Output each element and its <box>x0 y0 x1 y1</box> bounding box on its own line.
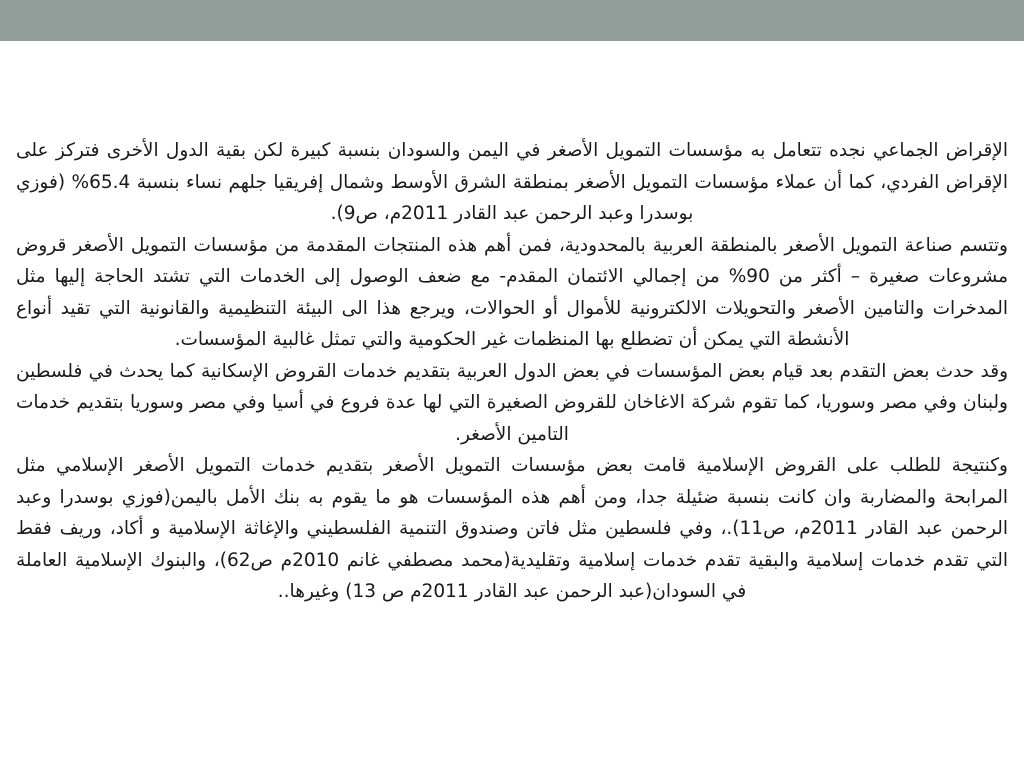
slide-body-text <box>16 135 1008 608</box>
slide-header-bar <box>0 0 1024 41</box>
paragraph-industry-limits: وتتسم صناعة التمويل الأصغر بالمنطقة العربية بالمحدودية، فمن أهم هذه المنتجات المقدمة من مؤسسات التمويل الأصغر قروض مشروعات صغيرة – أكثر من 90% من إجمالي الائتمان المقدم- مع ضعف الوصول إلى الخدمات التي تشتد الحاجة إليها مثل المدخرات والتامين الأصغر والتحويلات الالكترونية للأموال أو الحوالات، ويرجع هذا الى البيئة التنظيمية والقانونية التي تقيد أنواع الأنشطة التي يمكن أن تضطلع بها المنظمات غير الحكومية والتي تمثل غالبية المؤسسات. <box>16 234 1008 350</box>
paragraph-progress: وقد حدث بعض التقدم بعد قيام بعض المؤسسات في بعض الدول العربية بتقديم خدمات القروض الإسكانية كما يحدث في فلسطين ولبنان وفي مصر وسوريا، كما تقوم شركة الاغاخان للقروض الصغيرة التي لها عدة فروع في أسيا وفي مصر وسوريا بتقديم خدمات التامين الأصغر. <box>16 360 1008 445</box>
paragraph-group-lending: الإقراض الجماعي نجده تتعامل به مؤسسات التمويل الأصغر في اليمن والسودان بنسبة كبيرة لكن بقية الدول الأخرى فتركز على الإقراض الفردي، كما أن عملاء مؤسسات التمويل الأصغر بمنطقة الشرق الأوسط وشمال إفريقيا جلهم نساء بنسبة 65.4% (فوزي بوسدرا وعبد الرحمن عبد القادر 2011م، ص9). <box>16 140 1008 224</box>
paragraph-islamic-finance: وكنتيجة للطلب على القروض الإسلامية قامت بعض مؤسسات التمويل الأصغر بتقديم خدمات التمويل الأصغر الإسلامي مثل المرابحة والمضاربة وان كانت بنسبة ضئيلة جدا، ومن أهم هذه المؤسسات هو ما يقوم به بنك الأمل باليمن(فوزي بوسدرا وعبد الرحمن عبد القادر 2011م، ص11).، وفي فلسطين مثل فاتن وصندوق التنمية الفلسطيني والإغاثة الإسلامية و أكاد، وريف فقط التي تقدم خدمات إسلامية والبقية تقدم خدمات إسلامية وتقليدية(محمد مصطفي غانم 2010م ص62)، والبنوك الإسلامية العاملة في السودان(عبد الرحمن عبد القادر 2011م ص 13) وغيرها.. <box>16 455 1008 602</box>
